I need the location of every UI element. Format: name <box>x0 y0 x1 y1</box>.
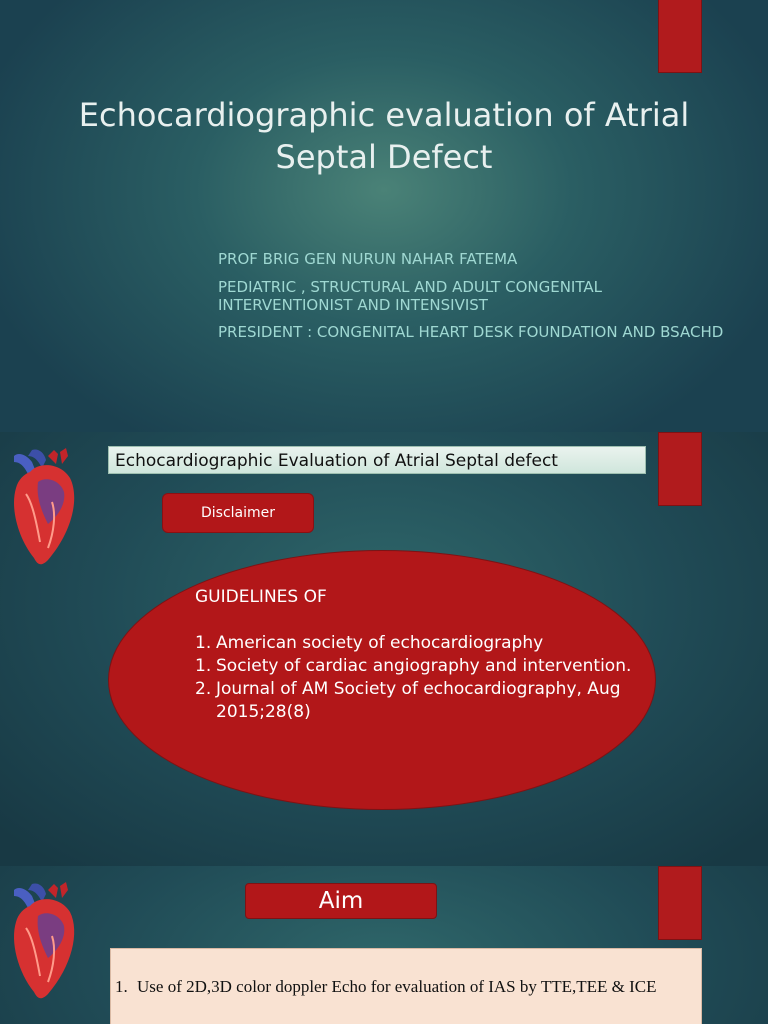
presenter-specialty: PEDIATRIC , STRUCTURAL AND ADULT CONGENITAL INTERVENTIONIST AND INTENSIVIST <box>218 278 602 314</box>
guidelines-heading: GUIDELINES OF <box>195 587 327 607</box>
accent-bar <box>658 432 702 506</box>
heart-icon <box>8 442 80 572</box>
disclaimer-button[interactable]: Disclaimer <box>162 493 314 533</box>
guidelines-list <box>195 632 635 724</box>
slide-title <box>0 0 768 432</box>
accent-bar <box>658 866 702 940</box>
accent-bar <box>658 0 702 73</box>
slide-guidelines <box>0 432 768 866</box>
presenter-name: PROF BRIG GEN NURUN NAHAR FATEMA <box>218 250 518 268</box>
list-item: 1. Society of cardiac angiography and intervention. <box>195 656 632 676</box>
slide-title-heading: Echocardiographic evaluation of Atrial Septal Defect <box>78 96 690 176</box>
presenter-position: PRESIDENT : CONGENITAL HEART DESK FOUNDATION AND BSACHD <box>218 323 724 341</box>
slide-heading: Echocardiographic Evaluation of Atrial Septal defect <box>108 446 646 474</box>
list-item: 2. Journal of AM Society of echocardiography, Aug 2015;28(8) <box>195 679 621 722</box>
aim-button[interactable]: Aim <box>245 883 437 919</box>
guidelines-text <box>195 586 635 724</box>
aim-item: 1. Use of 2D,3D color doppler Echo for evaluation of IAS by TTE,TEE & ICE <box>115 977 657 996</box>
heart-icon <box>8 876 80 1006</box>
list-item: 1. American society of echocardiography <box>195 633 544 653</box>
slide-aim <box>0 866 768 1024</box>
